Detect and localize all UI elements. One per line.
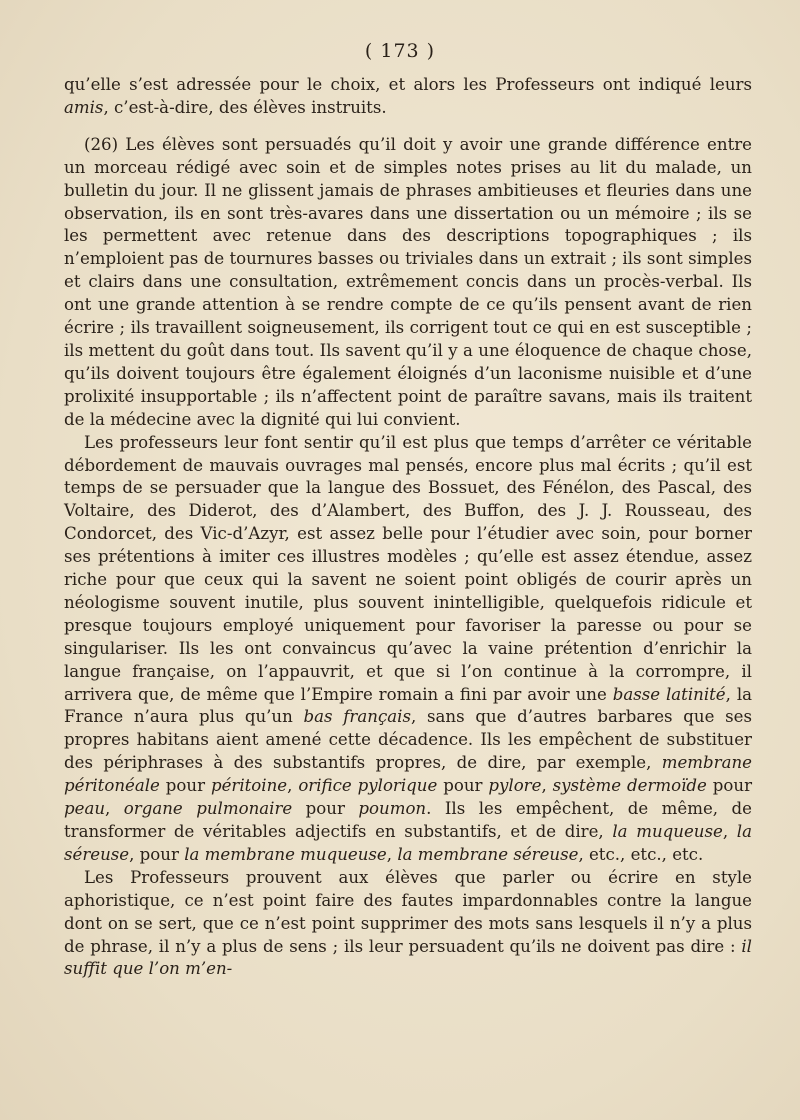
text-run: Les professeurs leur font sentir qu’il est plus que temps d’arrêter ce véritable débordement de mauvais ouvrages mal pensés, encore plus mal écrits ; qu’il est temps de se persuader que la langue des Bossuet, des Fénélon, des Pascal, des Voltaire, des Diderot, des d’Alambert, des Buffon, des J. J. Rousseau, des Condorcet, des Vic-d’Azyr, est assez belle pour l’étudier avec soin, pour borner ses prétentions à imiter ces illustres modèles ; qu’elle est assez étendue, assez riche pour que ceux qui la savent ne soient point obligés de courir après un néologisme souvent inutile, plus souvent inintelligible, quelquefois ridicule et presque toujours employé uniquement pour favoriser la paresse ou pour se singulariser. Ils les ont convaincus qu’avec la vaine prétention d’enrichir la langue française, on l’appauvrit, et que si l’on continue à la corrompre, il arrivera que, de même que l’Empire romain a fini par avoir une [64,432,752,704]
text-run: pour [292,799,359,819]
text-run: , pour [129,844,185,864]
italic-term: la séreuse [64,822,752,864]
italic-term: la membrane muqueuse [184,844,387,864]
text-run: qu’elle s’est adressée pour le choix, et alors les Professeurs ont indiqué leurs [64,75,752,94]
text-run: pour [159,776,211,796]
text-run: , la France n’aura plus qu’un [64,684,753,727]
italic-term: poumon [358,799,427,819]
text-run: , [105,799,124,819]
paragraph [64,74,752,120]
italic-term: péritoine [210,776,288,796]
text-run: , [541,776,553,796]
text-run: , [287,776,299,796]
paragraph [64,432,752,867]
italic-term: peau [64,799,106,819]
paragraph [64,134,752,432]
italic-term: il suffit que l’on m’en- [64,936,752,979]
paragraph [64,867,752,982]
italic-term: basse latinité [612,684,726,704]
text-run: , etc., etc., etc. [578,844,704,864]
italic-term: orifice pylorique [298,776,438,796]
italic-term: pylore [488,776,542,796]
italic-term: membrane péritonéale [64,753,752,796]
italic-term: la muqueuse [612,822,723,841]
text-run: , c’est-à-dire, des élèves instruits. [103,97,387,117]
text-run: , [722,822,737,841]
italic-term: amis [64,97,104,117]
text-run: , sans que d’autres barbares que ses propres habitans aient amené cette décadence. Ils les empêchent de substituer des périphrases à des substantifs propres, de dire, par exemple, [64,707,752,773]
italic-term: système dermoïde [552,776,707,796]
text-run: , [386,844,398,864]
text-run: Les Professeurs prouvent aux élèves que parler ou écrire en style aphoristique, ce n’est point faire des fautes impardonnables contre la langue dont on se sert, que ce n’est point supprimer des mots sans lesquels il n’y a plus de phrase, il n’y a plus de sens ; ils leur persuadent qu’ils ne doivent pas dire : [64,867,752,956]
italic-term: la membrane séreuse [397,844,579,864]
text-run: pour [706,776,753,796]
text-run: . Ils les empêchent, de même, de transformer de véritables adjectifs en substantifs, et de dire, [64,799,752,841]
body-text [64,74,752,981]
text-run: (26) Les élèves sont persuadés qu’il doit y avoir une grande différence entre un morceau rédigé avec soin et de simples notes prises au lit du malade, un bulletin du jour. Il ne glissent jamais de phrases ambitieuses et fleuries dans une observation, ils en sont très-avares dans une dissertation ou un mémoire ; ils se les permettent avec retenue dans des descriptions topographiques ; ils n’emploient pas de tournures basses ou triviales dans un extrait ; ils sont simples et clairs dans une consultation, extrêmement concis dans un procès-verbal. Ils ont une grande attention à se rendre compte de ce qu’ils pensent avant de rien écrire ; ils travaillent soigneusement, ils corrigent tout ce qui en est susceptible ; ils mettent du goût dans tout. Ils savent qu’il y a une éloquence de chaque chose, qu’ils doivent toujours être également éloignés d’un laconisme nuisible et d’une prolixité insupportable ; ils n’affectent point de paraître savans, mais ils traitent de la médecine avec la dignité qui lui convient. [64,134,752,429]
page-number: ( 173 ) [364,40,436,62]
italic-term: bas français [303,707,411,727]
text-run: pour [437,776,489,796]
italic-term: organe pulmonaire [123,799,293,819]
